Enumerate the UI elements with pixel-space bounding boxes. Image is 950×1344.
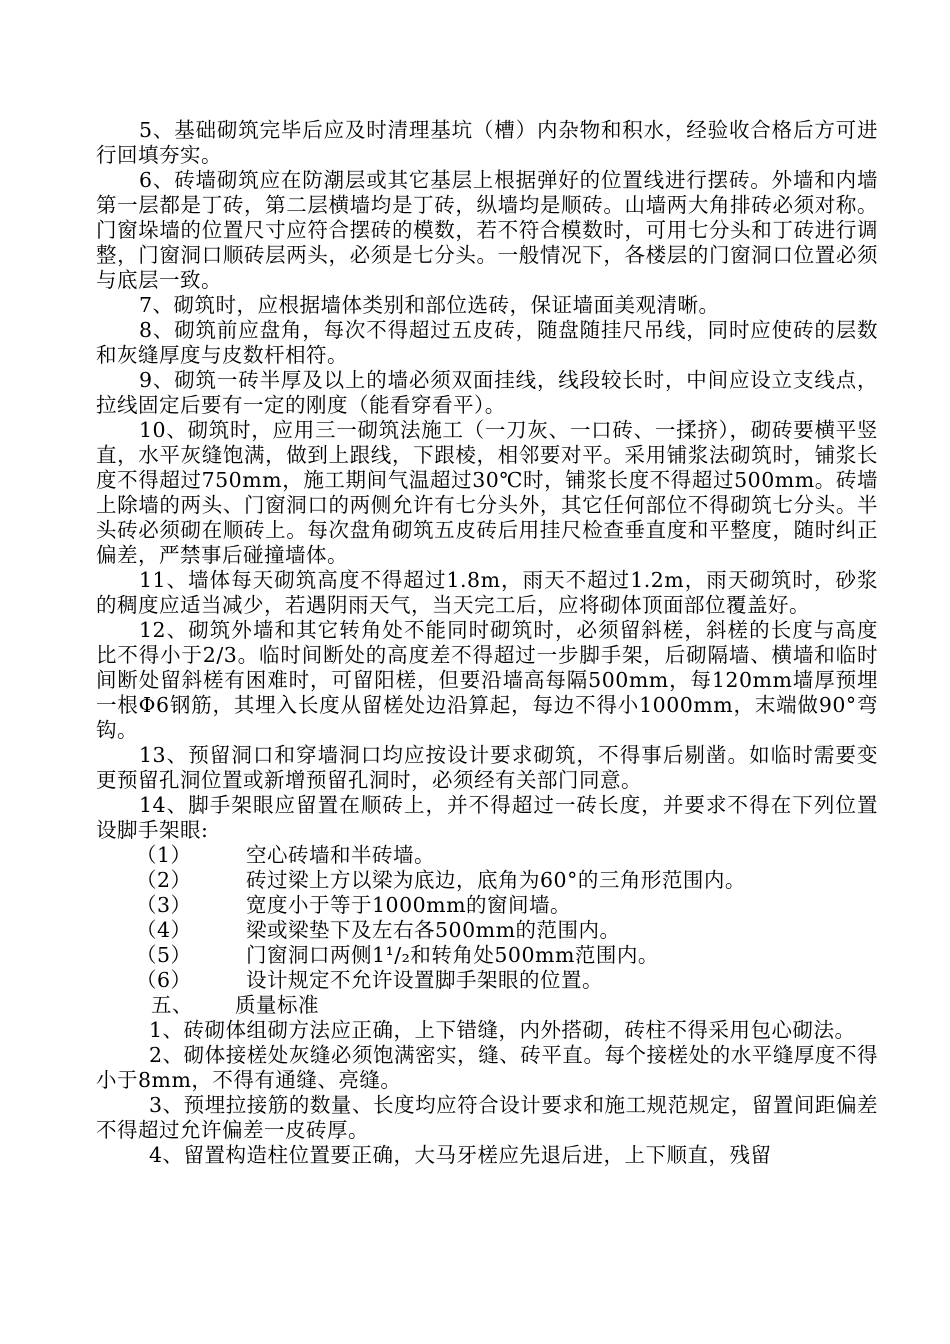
quality-item-3: 3、预埋拉接筋的数量、长度均应符合设计要求和施工规范规定，留置间距偏差不得超过允许偏差一皮砖厚。 [96,1093,878,1142]
list-text: 宽度小于等于1000mm的窗间墙。 [246,893,572,917]
section-title: 质量标准 [235,993,319,1017]
list-number: （4） [136,918,192,942]
list-text: 砖过梁上方以梁为底边，底角为60°的三角形范围内。 [246,868,746,892]
list-text: 设计规定不允许设置脚手架眼的位置。 [246,968,603,992]
list-text: 门窗洞口两侧1¹/₂和转角处500mm范围内。 [246,943,659,967]
section-number: 五、 [151,993,193,1017]
paragraph-item-8: 8、砌筑前应盘角，每次不得超过五皮砖，随盘随挂尺吊线，同时应使砖的层数和灰缝厚度与皮数杆相符。 [96,318,878,367]
list-item [96,893,878,918]
list-item [96,943,878,968]
list-number: （3） [136,893,192,917]
quality-item-2: 2、砌体接槎处灰缝必须饱满密实，缝、砖平直。每个接槎处的水平缝厚度不得小于8mm，不得有通缝、亮缝。 [96,1043,878,1092]
list-item [96,918,878,943]
paragraph-item-10: 10、砌筑时，应用三一砌筑法施工（一刀灰、一口砖、一揉挤），砌砖要横平竖直，水平灰缝饱满，做到上跟线，下跟棱，相邻要对平。采用铺浆法砌筑时，铺浆长度不得超过750mm，施工期间气温超过30℃时，铺浆长度不得超过500mm。砖墙上除墙的两头、门窗洞口的两侧允许有七分头外，其它任何部位不得砌筑七分头。半头砖必须砌在顺砖上。每次盘角砌筑五皮砖后用挂尺检查垂直度和平整度，随时纠正偏差，严禁事后碰撞墙体。 [96,418,878,567]
paragraph-item-6: 6、砖墙砌筑应在防潮层或其它基层上根据弹好的位置线进行摆砖。外墙和内墙第一层都是丁砖，第二层横墙均是丁砖，纵墙均是顺砖。山墙两大角排砖必须对称。门窗垛墙的位置尺寸应符合摆砖的模数，若不符合模数时，可用七分头和丁砖进行调整，门窗洞口顺砖层两头，必须是七分头。一般情况下，各楼层的门窗洞口位置必须与底层一致。 [96,168,878,292]
list-text: 空心砖墙和半砖墙。 [246,843,435,867]
paragraph-item-7: 7、砌筑时，应根据墙体类别和部位选砖，保证墙面美观清晰。 [139,293,720,317]
paragraph-item-12: 12、砌筑外墙和其它转角处不能同时砌筑时，必须留斜槎，斜槎的长度与高度比不得小于2/3。临时间断处的高度差不得超过一步脚手架，后砌隔墙、横墙和临时间断处留斜槎有困难时，可留阳槎，但要沿墙高每隔500mm，每120mm墙厚预埋一根Φ6钢筋，其埋入长度从留槎处边沿算起，每边不得小1000mm，末端做90°弯钩。 [96,618,878,742]
section-heading [96,993,878,1018]
list-number: （2） [136,868,192,892]
paragraph-item-14: 14、脚手架眼应留置在顺砖上，并不得超过一砖长度，并要求不得在下列位置设脚手架眼: [96,793,878,842]
list-number: （5） [136,943,192,967]
paragraph-item-13: 13、预留洞口和穿墙洞口均应按设计要求砌筑，不得事后剔凿。如临时需要变更预留孔洞位置或新增预留孔洞时，必须经有关部门同意。 [96,743,878,792]
quality-item-1: 1、砖砌体组砌方法应正确，上下错缝，内外搭砌，砖柱不得采用包心砌法。 [149,1018,856,1042]
list-item [96,843,878,868]
list-text: 梁或梁垫下及左右各500mm的范围内。 [246,918,621,942]
paragraph-item-11: 11、墙体每天砌筑高度不得超过1.8m，雨天不超过1.2m，雨天砌筑时，砂浆的稠度应适当减少，若遇阴雨天气，当天完工后，应将砌体顶面部位覆盖好。 [96,568,878,617]
quality-item-4: 4、留置构造柱位置要正确，大马牙槎应先退后进，上下顺直，残留 [149,1143,772,1167]
paragraph-item-5: 5、基础砌筑完毕后应及时清理基坑（槽）内杂物和积水，经验收合格后方可进行回填夯实。 [96,118,878,167]
list-number: （1） [136,843,192,867]
list-item [96,968,878,993]
document-page [96,118,878,1168]
list-number: （6） [136,968,192,992]
list-item [96,868,878,893]
paragraph-item-9: 9、砌筑一砖半厚及以上的墙必须双面挂线，线段较长时，中间应设立支线点，拉线固定后要有一定的刚度（能看穿看平）。 [96,368,878,417]
